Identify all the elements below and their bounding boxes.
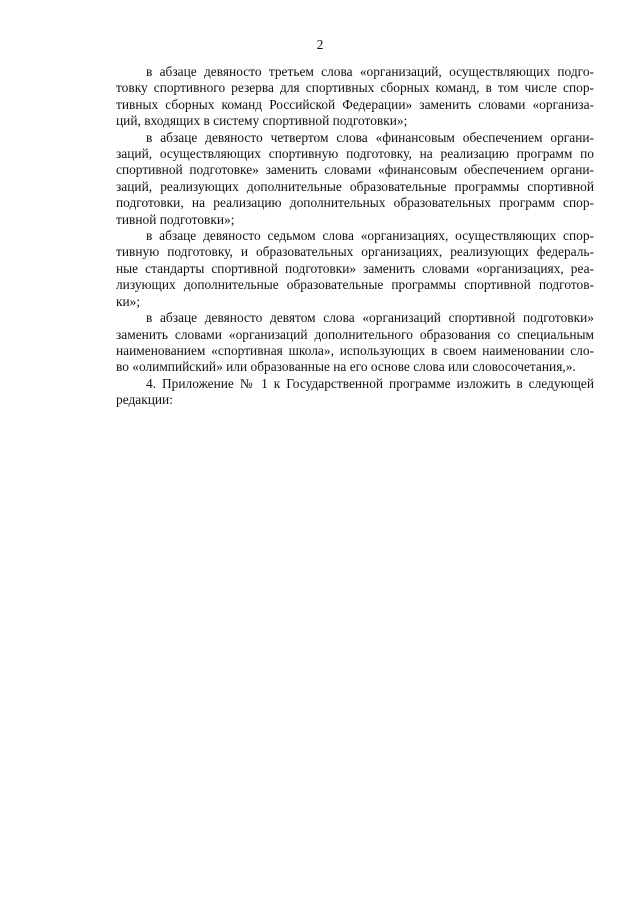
text-line: ные стандарты спортивной подготовки» заменить словами «организациях, реа-	[116, 260, 594, 276]
text-line: ций, входящих в систему спортивной подготовки»;	[116, 113, 408, 129]
text-line: заменить словами «организаций дополнительного образования со специальным	[116, 326, 594, 342]
paragraph-2	[116, 130, 594, 228]
text-line: тивных сборных команд Российской Федерации» заменить словами «организа-	[116, 96, 594, 112]
document-body	[116, 64, 594, 409]
text-line: в абзаце девяносто третьем слова «организаций, осуществляющих подго-	[146, 64, 594, 79]
paragraph-3	[116, 228, 594, 310]
paragraph-4	[116, 310, 594, 376]
paragraph-5	[116, 376, 594, 409]
text-line: товку спортивного резерва для спортивных сборных команд, в том числе спор-	[116, 80, 594, 96]
text-line: спортивной подготовке» заменить словами «финансовым обеспечением органи-	[116, 162, 594, 178]
text-line: тивную подготовку, и образовательных организациях, реализующих федераль-	[116, 244, 594, 260]
text-line: заций, осуществляющих спортивную подготовку, на реализацию программ по	[116, 146, 594, 162]
text-line: подготовки, на реализацию дополнительных образовательных программ спор-	[116, 195, 594, 211]
text-line: заций, реализующих дополнительные образовательные программы спортивной	[116, 178, 594, 194]
text-line: редакции:	[116, 392, 173, 408]
text-line: в абзаце девяносто девятом слова «организаций спортивной подготовки»	[146, 310, 594, 326]
text-line: тивной подготовки»;	[116, 211, 235, 227]
text-line: в абзаце девяносто седьмом слова «организациях, осуществляющих спор-	[146, 228, 594, 244]
text-line: во «олимпийский» или образованные на его основе слова или словосочетания,».	[116, 359, 576, 375]
paragraph-1	[116, 64, 594, 130]
text-line: наименованием «спортивная школа», использующих в своем наименовании сло-	[116, 342, 594, 358]
page-number: 2	[316, 37, 324, 52]
text-line: в абзаце девяносто четвертом слова «финансовым обеспечением органи-	[146, 129, 594, 145]
text-line: ки»;	[116, 293, 141, 309]
text-line: лизующих дополнительные образовательные программы спортивной подготов-	[116, 277, 594, 293]
text-line: 4. Приложение № 1 к Государственной программе изложить в следующей	[146, 375, 594, 391]
